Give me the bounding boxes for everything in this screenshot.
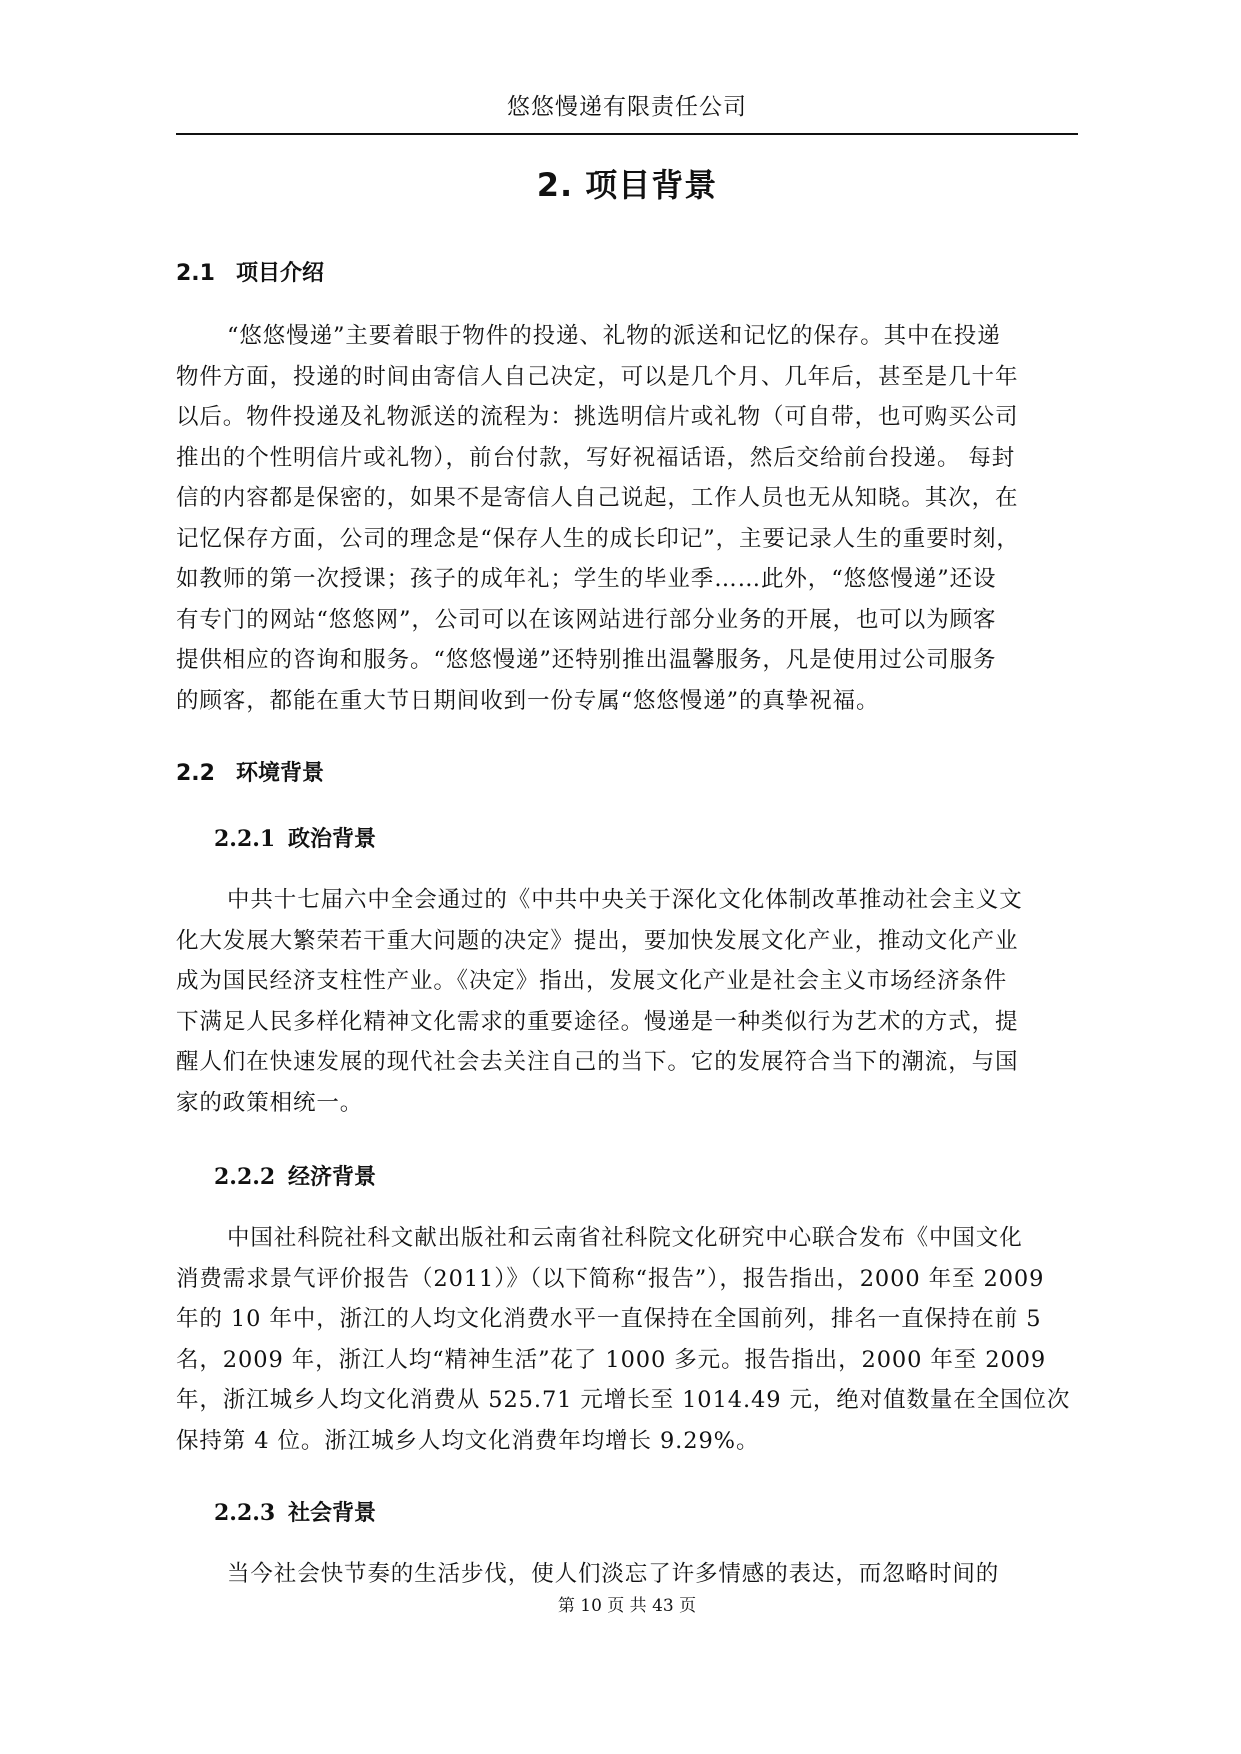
paragraph-political-background — [176, 880, 1078, 1123]
paragraph-line: 信的内容都是保密的，如果不是寄信人自己说起，工作人员也无从知晓。其次，在 — [176, 485, 1019, 511]
paragraph-line: 化大发展大繁荣若干重大问题的决定》提出，要加快发展文化产业，推动文化产业 — [176, 927, 1019, 954]
paragraph-social-background — [176, 1554, 1078, 1595]
page-header: 悠悠慢递有限责任公司 — [507, 94, 747, 120]
section-number: 2.1 — [176, 261, 215, 286]
paragraph-line: 提供相应的咨询和服务。“悠悠慢递”还特别推出温馨服务，凡是使用过公司服务 — [176, 647, 997, 673]
paragraph-line: 有专门的网站“悠悠网”，公司可以在该网站进行部分业务的开展，也可以为顾客 — [176, 606, 997, 633]
section-title: 项目介绍 — [236, 261, 325, 286]
section-heading-2-2-3 — [214, 1496, 376, 1527]
section-heading-2-1 — [176, 256, 324, 287]
paragraph-line: 以后。物件投递及礼物派送的流程为：挑选明信片或礼物（可自带，也可购买公司 — [176, 404, 1019, 430]
section-heading-2-2-1 — [214, 822, 376, 853]
paragraph-line: 记忆保存方面，公司的理念是“保存人生的成长印记”，主要记录人生的重要时刻， — [176, 525, 1020, 552]
paragraph-line: 成为国民经济支柱性产业。《决定》指出，发展文化产业是社会主义市场经济条件 — [176, 968, 1008, 994]
section-number: 2.2.2 — [214, 1164, 276, 1190]
paragraph-line: 的顾客，都能在重大节日期间收到一份专属“悠悠慢递”的真挚祝福。 — [176, 687, 880, 714]
paragraph-line: 醒人们在快速发展的现代社会去关注自己的当下。它的发展符合当下的潮流，与国 — [176, 1049, 1019, 1075]
section-heading-2-2-2 — [214, 1160, 376, 1191]
paragraph-line: 保持第 4 位。浙江城乡人均文化消费年均增长 9.29%。 — [176, 1427, 760, 1454]
section-heading-2-2 — [176, 756, 324, 787]
paragraph-economic-background — [176, 1218, 1078, 1461]
chapter-title: 2. 项目背景 — [536, 166, 718, 204]
paragraph-line: 家的政策相统一。 — [176, 1089, 364, 1116]
paragraph-line: 如教师的第一次授课；孩子的成年礼；学生的毕业季……此外，“悠悠慢递”还设 — [176, 566, 997, 592]
header-divider — [176, 133, 1078, 135]
section-number: 2.2 — [176, 761, 215, 786]
section-number: 2.2.3 — [214, 1500, 276, 1526]
section-title: 经济背景 — [288, 1165, 377, 1190]
section-title: 政治背景 — [288, 827, 377, 852]
paragraph-line: 名，2009 年，浙江人均“精神生活”花了 1000 多元。报告指出，2000 年至 2009 — [176, 1346, 1047, 1373]
paragraph-project-intro — [176, 316, 1078, 721]
section-number: 2.2.1 — [214, 826, 276, 852]
paragraph-line: 消费需求景气评价报告（2011）》（以下简称“报告”），报告指出，2000 年至 2009 — [176, 1265, 1045, 1292]
paragraph-line: 年，浙江城乡人均文化消费从 525.71 元增长至 1014.49 元，绝对值数量在全国位次 — [176, 1387, 1071, 1413]
paragraph-line: 中共十七届六中全会通过的《中共中央关于深化文化体制改革推动社会主义文 — [227, 887, 1023, 913]
paragraph-line: 当今社会快节奏的生活步伐，使人们淡忘了许多情感的表达，而忽略时间的 — [227, 1561, 1000, 1587]
paragraph-line: 推出的个性明信片或礼物），前台付款，写好祝福话语，然后交给前台投递。 每封 — [176, 444, 1016, 471]
paragraph-line: 中国社科院社科文献出版社和云南省社科院文化研究中心联合发布《中国文化 — [227, 1225, 1023, 1251]
section-title: 环境背景 — [236, 761, 325, 786]
page-number-footer: 第 10 页 共 43 页 — [557, 1596, 697, 1616]
paragraph-line: “悠悠慢递”主要着眼于物件的投递、礼物的派送和记忆的保存。其中在投递 — [227, 323, 1001, 349]
paragraph-line: 下满足人民多样化精神文化需求的重要途径。慢递是一种类似行为艺术的方式，提 — [176, 1008, 1019, 1035]
paragraph-line: 物件方面，投递的时间由寄信人自己决定，可以是几个月、几年后，甚至是几十年 — [176, 363, 1019, 390]
paragraph-line: 年的 10 年中，浙江的人均文化消费水平一直保持在全国前列，排名一直保持在前 5 — [176, 1306, 1042, 1332]
section-title: 社会背景 — [288, 1501, 377, 1526]
